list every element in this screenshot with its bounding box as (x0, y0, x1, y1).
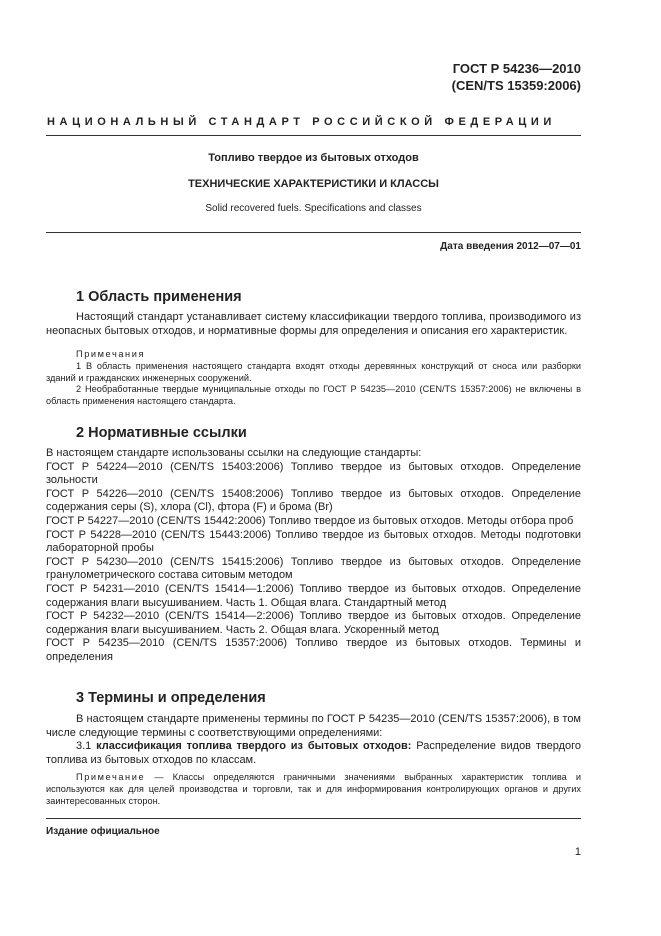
reference-item: ГОСТ Р 54235—2010 (CEN/TS 15357:2006) Топливо твердое из бытовых отходов. Термины и определения (46, 637, 581, 663)
note-item: 2 Необработанные твердые муниципальные отходы по ГОСТ Р 54235—2010 (CEN/TS 15357:2006) не включены в область применения настоящего стандарта. (46, 384, 581, 407)
reference-item: ГОСТ Р 54231—2010 (CEN/TS 15414—1:2006) Топливо твердое из бытовых отходов. Определение содержания влаги высушиванием. Часть 1. Общая влага. Стандартный метод (46, 582, 581, 609)
document-number-block (452, 60, 581, 94)
document-equivalent: (CEN/TS 15359:2006) (451, 78, 581, 93)
title-ru: Топливо твердое из бытовых отходов (208, 152, 419, 164)
section-body: В настоящем стандарте применены термины по ГОСТ Р 54235—2010 (CEN/TS 15357:2006), в том числе следующие термины с соответствующими определениями: 3.1 классификация топлива твердого из бытовых отходов: Распределение видов твердого топлива из бытовых отходов по классам. (46, 713, 582, 766)
page-number: 1 (574, 846, 581, 858)
term-name: классификация топлива твердого из бытовых отходов: (96, 740, 412, 753)
term-note: Примечание — Классы определяются граничными значениями выбранных характеристик топлива и используются как для целей производства и торговли, так и для информирования контролирующих органов и других заинтересованных сторон. (46, 772, 581, 806)
national-standard-banner: НАЦИОНАЛЬНЫЙ СТАНДАРТ РОССИЙСКОЙ ФЕДЕРАЦИИ (47, 116, 556, 128)
section-heading-references: 2 Нормативные ссылки (76, 425, 247, 441)
edition-label: Издание официальное (46, 826, 160, 837)
section-heading-scope: 1 Область применения (76, 289, 242, 305)
reference-item: ГОСТ Р 54232—2010 (CEN/TS 15414—2:2006) Топливо твердое из бытовых отходов. Определение содержания влаги высушиванием. Часть 2. Общая влага. Ускоренный метод (46, 610, 581, 636)
divider (46, 232, 581, 233)
introduction-date: Дата введения 2012—07—01 (440, 241, 581, 252)
title-en: Solid recovered fuels. Specifications and classes (205, 203, 422, 214)
divider (46, 135, 581, 136)
reference-item: ГОСТ Р 54228—2010 (CEN/TS 15443:2006) Топливо твердое из бытовых отходов. Методы подготовки лабораторной пробы (46, 528, 581, 555)
reference-item: ГОСТ Р 54224—2010 (CEN/TS 15403:2006) Топливо твердое из бытовых отходов. Определение зольности (46, 460, 581, 487)
note-item: 1 В область применения настоящего стандарта входят отходы деревянных конструкций от сноса или разборки зданий и гражданских инженерных сооружений. (46, 360, 581, 383)
section-heading-terms: 3 Термины и определения (76, 690, 266, 706)
reference-item: ГОСТ Р 54230—2010 (CEN/TS 15415:2006) Топливо твердое из бытовых отходов. Определение гранулометрического состава ситовым методом (46, 555, 581, 582)
section-body: Настоящий стандарт устанавливает систему классификации твердого топлива, производимого из неопасных бытовых отходов, и нормативные формы для определения и описания его характеристик. (46, 311, 581, 337)
reference-item: ГОСТ Р 54227—2010 (CEN/TS 15442:2006) Топливо твердое из бытовых отходов. Методы отбора проб (46, 514, 574, 527)
reference-item: ГОСТ Р 54226—2010 (CEN/TS 15408:2006) Топливо твердое из бытовых отходов. Определение содержания серы (S), хлора (Cl), фтора (F) и брома (Br) (46, 487, 581, 514)
title-subtitle: ТЕХНИЧЕСКИЕ ХАРАКТЕРИСТИКИ И КЛАССЫ (188, 178, 439, 190)
notes-block (46, 349, 581, 408)
note-label: Примечание (76, 772, 146, 782)
divider (46, 818, 581, 819)
document-number: ГОСТ Р 54236—2010 (452, 61, 581, 76)
notes-label: Примечания (76, 349, 146, 359)
section-body: В настоящем стандарте использованы ссылки на следующие стандарты: ГОСТ Р 54224—2010 (CEN/TS 15403:2006) Топливо твердое из бытовых отходов. Определение зольности ГОСТ Р 54226—2010 (CEN/TS 15408:2006) Топливо твердое из бытовых отходов. Определение содержания серы (S), хлора (Cl), фтора (F) и брома (Br) ГОСТ Р 54227—2010 (CEN/TS 15442:2006) Топливо твердое из бытовых отходов. Методы отбора проб ГОСТ Р 54228—2010 (CEN/TS 15443:2006) Топливо твердое из бытовых отходов. Методы подготовки лабораторной пробы ГОСТ Р 54230—2010 (CEN/TS 15415:2006) Топливо твердое из бытовых отходов. Определение гранулометрического состава ситовым методом ГОСТ Р 54231—2010 (CEN/TS 15414—1:2006) Топливо твердое из бытовых отходов. Определение содержания влаги высушиванием. Часть 1. Общая влага. Стандартный метод ГОСТ Р 54232—2010 (CEN/TS 15414—2:2006) Топливо твердое из бытовых отходов. Определение содержания влаги высушиванием. Часть 2. Общая влага. Ускоренный метод ГОСТ Р 54235—2010 (CEN/TS 15357:2006) Топливо твердое из бытовых отходов. Термины и определения (46, 447, 581, 663)
term-definition: 3.1 классификация топлива твердого из бытовых отходов: Распределение видов твердого топлива из бытовых отходов по классам. (46, 740, 582, 766)
